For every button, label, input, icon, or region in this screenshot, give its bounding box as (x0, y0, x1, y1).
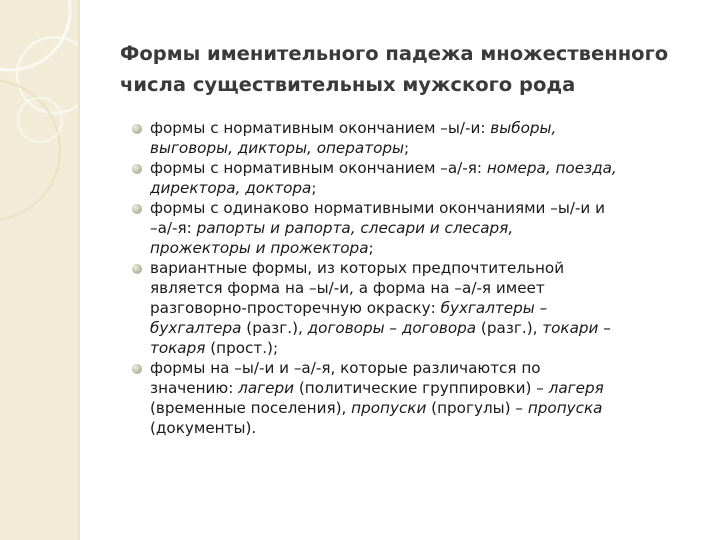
decorative-circles-graphic (0, 0, 78, 540)
decorative-side-strip (0, 0, 80, 540)
bullet-item (132, 198, 702, 258)
bullet-example-italic: договоры – договора (307, 319, 477, 337)
bullet-dot-icon (132, 164, 142, 174)
bullet-example-italic: бухгалтеры – бухгалтера (150, 299, 548, 337)
slide-title-line-1: Формы именительного падежа множественного (120, 42, 669, 65)
bullet-text-part: ; (311, 179, 317, 197)
bullet-text-part: вариантные формы, из которых предпочтительной является форма на –ы/-и, а форма на –а/-я имеет разговорно-просторечную окраску: (150, 259, 565, 317)
bullet-text-part: ; (368, 239, 374, 257)
bullet-example-italic: лагеря (548, 379, 604, 397)
bullet-example-italic: номера, поезда, директора, доктора (150, 159, 617, 197)
bullet-text (150, 359, 604, 437)
bullet-text (150, 199, 605, 257)
bullet-dot-icon (132, 124, 142, 134)
bullet-text-part: (временные поселения), (150, 399, 347, 417)
bullet-text-part: формы с нормативным окончанием –а/-я: (150, 159, 487, 177)
bullet-dot-icon (132, 364, 142, 374)
bullet-text-part: (прогулы) – (426, 399, 528, 417)
bullet-text-part: (разг.), (476, 319, 543, 337)
slide-title (120, 38, 700, 100)
bullet-dot-icon (132, 204, 142, 214)
bullet-example-italic: пропуски (351, 399, 427, 417)
bullet-text-part: формы с нормативным окончанием –ы/-и: (150, 119, 491, 137)
bullet-item (132, 158, 702, 198)
bullet-item (132, 118, 702, 158)
bullet-text-part: ; (404, 139, 410, 157)
bullet-text (150, 119, 556, 157)
bullet-example-italic: выборы, выговоры, дикторы, операторы (150, 119, 557, 157)
bullet-item (132, 258, 702, 358)
bullet-text-part: формы на –ы/-и и –а/-я, которые различаются по значению: (150, 359, 541, 397)
bullet-text-part: (политические группировки) – (294, 379, 549, 397)
bullet-list (132, 118, 702, 438)
slide-title-line-2: числа существительных мужского рода (120, 73, 576, 96)
bullet-text-part: формы с одинаково нормативными окончаниями –ы/-и и –а/-я: (150, 199, 605, 237)
bullet-text-part: (прост.); (205, 339, 279, 357)
bullet-item (132, 358, 702, 438)
bullet-dot-icon (132, 264, 142, 274)
bullet-text (150, 259, 611, 357)
bullet-text-part: (разг.), (241, 319, 308, 337)
bullet-example-italic: токари – токаря (150, 319, 611, 357)
bullet-text (150, 159, 617, 197)
bullet-example-italic: лагери (238, 379, 295, 397)
bullet-text-part: (документы). (150, 419, 257, 437)
bullet-example-italic: пропуска (527, 399, 603, 417)
bullet-example-italic: рапорты и рапорта, слесари и слесаря, прожекторы и прожектора (150, 219, 514, 257)
